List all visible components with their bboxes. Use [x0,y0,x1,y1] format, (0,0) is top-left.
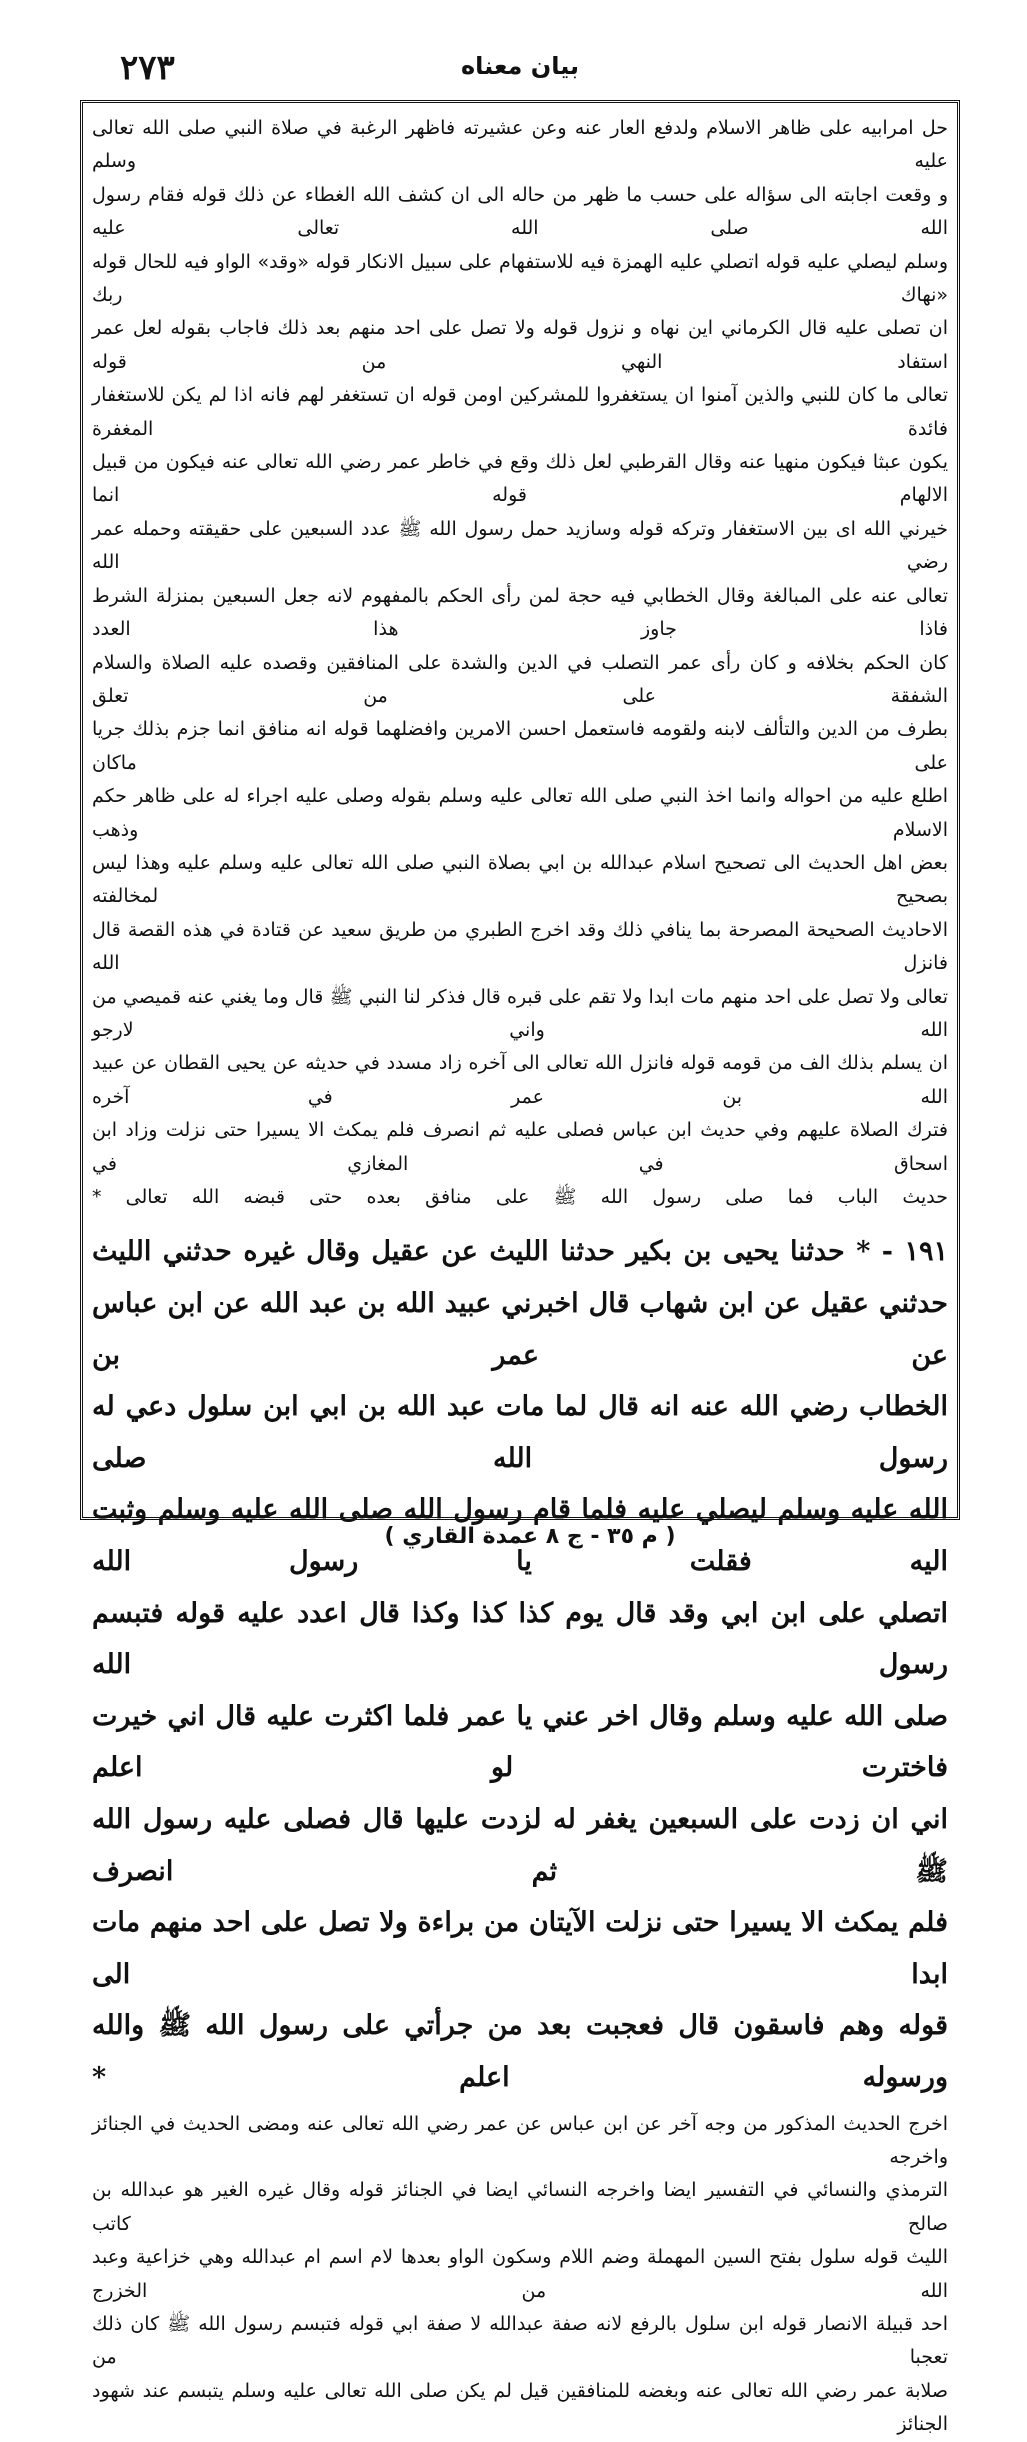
footnote-line: الليث قوله سلول بفتح السين المهملة وضم اللام وسكون الواو بعدها لام اسم ام عبدالله وهي خزاعية وعبد الله من الخزرج [92,2246,948,2302]
footer-signature: ( م ٣٥ - ج ٨ عمدة القاري ) [384,1524,676,1549]
commentary-line: خيرني الله اى بين الاستغفار وتركه قوله وسازيد حمل رسول الله ﷺ عدد السبعين على حقيقته وحمله عمر رضي الله [92,517,948,574]
hadith-line: الله عليه وسلم ليصلي عليه فلما قام رسول الله صلى الله عليه وسلم وثبت اليه فقلت يا رسول الله [92,1494,948,1577]
page-header [80,48,960,96]
hadith-line: اني ان زدت على السبعين يغفر له لزدت عليها قال فصلى عليه رسول الله ﷺ ثم انصرف [92,1803,948,1887]
commentary-line: بعض اهل الحديث الى تصحيح اسلام عبدالله بن ابي بصلاة النبي صلى الله تعالى عليه وسلم عليه وهذا ليس بصحيح لمخالفته [92,851,948,908]
commentary-line: يكون عبثا فيكون منهيا عنه وقال القرطبي لعل ذلك وقع في خاطر عمر رضي الله تعالى عنه فيكون من قبيل الالهام قوله انما [92,451,948,507]
commentary-line: وسلم ليصلي عليه قوله اتصلي عليه الهمزة فيه للاستفهام على سبيل الانكار قوله «وقد» الواو فيه للحال قوله «نهاك ربك [92,250,948,307]
commentary-line: بطرف من الدين والتألف لابنه ولقومه فاستعمل احسن الامرين وافضلهما قوله انه منافق انما جزم بذلك جريا على ماكان [92,718,948,774]
hadith-line: ١٩١ - * حدثنا يحيى بن بكير حدثنا الليث عن عقيل وقال غيره حدثني الليث [92,1236,948,1268]
hadith-line: اتصلي على ابن ابي وقد قال يوم كذا كذا وكذا قال اعدد عليه قوله فتبسم رسول الله [92,1597,948,1681]
footnote-line: الترمذي والنسائي في التفسير ايضا واخرجه النسائي ايضا في الجنائز قوله وقال غيره الغير هو عبدالله بن صالح كاتب [92,2179,948,2235]
commentary-line: حديث الباب فما صلى رسول الله ﷺ على منافق بعده حتى قبضه الله تعالى * [92,1186,948,1208]
hadith-block [92,1226,948,2103]
commentary-line: كان الحكم بخلافه و كان رأى عمر التصلب في الدين والشدة على المنافقين وقصده عليه الصلاة والسلام الشفقة على من تعلق [92,651,948,707]
hadith-line: صلى الله عليه وسلم وقال اخر عني يا عمر فلما اكثرت عليه قال اني خيرت فاخترت لو اعلم [92,1700,948,1784]
running-title: بيان معناه [460,52,580,80]
commentary-line: تعالى ما كان للنبي والذين آمنوا ان يستغفروا للمشركين اومن قوله ان تستغفر لهم فانه اذا لم يكن للاستغفار فائدة المغفرة [92,384,948,440]
commentary-block [92,112,948,1214]
commentary-line: حل امرابيه على ظاهر الاسلام ولدفع العار عنه وعن عشيرته فاظهر الرغبة في صلاة النبي صلى الله تعالى عليه وسلم [92,117,948,173]
footnote-line: احد قبيلة الانصار قوله ابن سلول بالرفع لانه صفة عبدالله لا صفة ابي قوله فتبسم رسول الله ﷺ كان ذلك تعجبا من [92,2312,948,2369]
commentary-line: تعالى ولا تصل على احد منهم مات ابدا ولا تقم على قبره قال فذكر لنا النبي ﷺ قال وما يغني عنه قميصي من الله واني لارجو [92,985,948,1041]
commentary-line: تعالى عنه على المبالغة وقال الخطابي فيه حجة لمن رأى الحكم بالمفهوم لانه جعل السبعين بمنزلة الشرط فاذا جاوز هذا العدد [92,584,948,641]
commentary-line: ان يسلم بذلك الف من قومه قوله فانزل الله تعالى الى آخره زاد مسدد في حديثه عن يحيى القطان عن عبيد الله بن عمر في آخره [92,1052,948,1108]
commentary-line: فترك الصلاة عليهم وفي حديث ابن عباس فصلى عليه ثم انصرف فلم يمكث الا يسيرا حتى نزلت وزاد ابن اسحاق في المغازي في [92,1119,948,1175]
hadith-line: الخطاب رضي الله عنه انه قال لما مات عبد الله بن ابي ابن سلول دعي له رسول الله صلى [92,1391,948,1474]
footnote-line: اخرج الحديث المذكور من وجه آخر عن ابن عباس عن عمر رضي الله تعالى عنه ومضى الحديث في الجنائز واخرجه [92,2112,948,2168]
hadith-line: حدثني عقيل عن ابن شهاب قال اخبرني عبيد الله بن عبد الله عن ابن عباس عن عمر بن [92,1288,948,1371]
footnote-block [92,2108,948,2442]
page-number: ٢٧٣ [120,48,175,88]
commentary-line: الاحاديث الصحيحة المصرحة بما ينافي ذلك وقد اخرج الطبري من طريق سعيد عن قتادة في هذه القصة قال فانزل الله [92,918,948,975]
footnote-line: صلابة عمر رضي الله تعالى عنه وبغضه للمنافقين قيل لم يكن صلى الله تعالى عليه وسلم يتبسم عند شهود الجنائز [92,2379,948,2436]
commentary-line: اطلع عليه من احواله وانما اخذ النبي صلى الله تعالى عليه وسلم بقوله وصلى عليه اجراء له على ظاهر حكم الاسلام وذهب [92,785,948,841]
hadith-line: قوله وهم فاسقون قال فعجبت بعد من جرأتي على رسول الله ﷺ والله ورسوله اعلم * [92,2010,948,2093]
commentary-line: و وقعت اجابته الى سؤاله على حسب ما ظهر من حاله الى ان كشف الله الغطاء عن ذلك قوله فقام رسول الله صلى الله تعالى عليه [92,183,948,240]
hadith-line: فلم يمكث الا يسيرا حتى نزلت الآيتان من براءة ولا تصل على احد منهم مات ابدا الى [92,1907,948,1990]
commentary-line: ان تصلى عليه قال الكرماني اين نهاه و نزول قوله ولا تصل على احد منهم بعد ذلك فاجاب بقوله لعل عمر استفاد النهي من قوله [92,317,948,373]
